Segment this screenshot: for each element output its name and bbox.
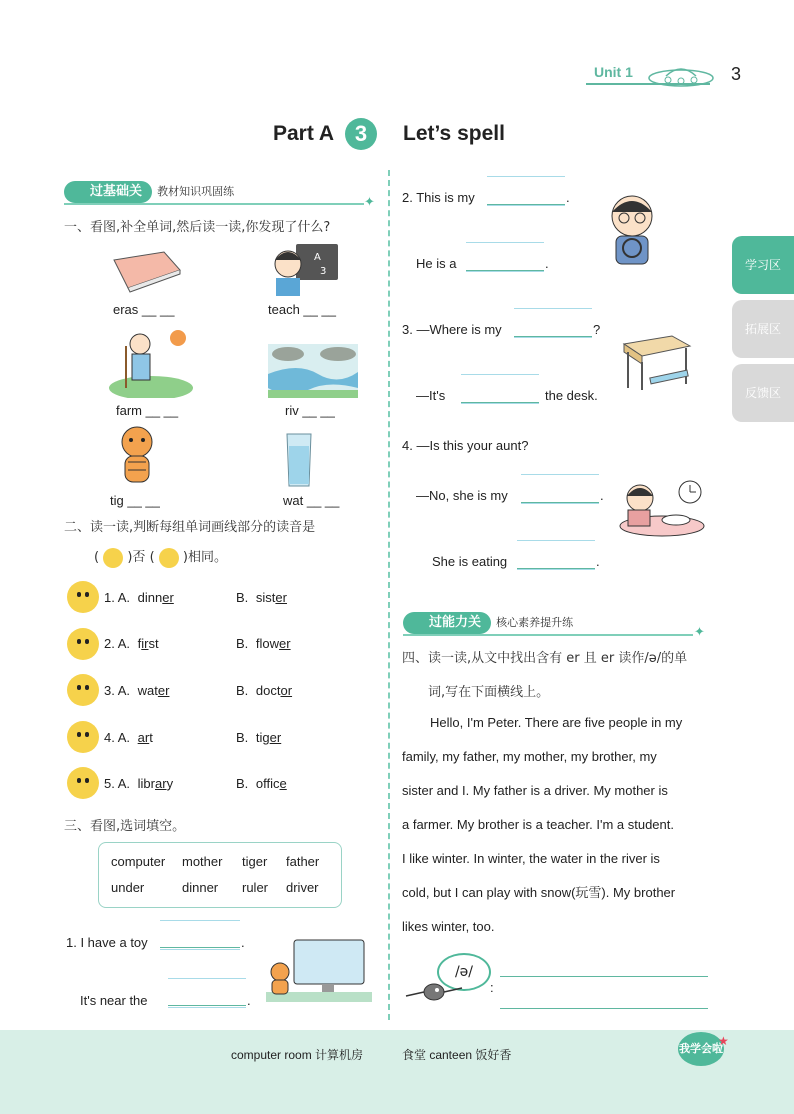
answer-blank[interactable] xyxy=(517,540,595,570)
answer-line[interactable] xyxy=(500,976,708,977)
frown-icon xyxy=(159,548,179,568)
q3-sentence-3b-end: the desk. xyxy=(545,388,598,403)
punct: . xyxy=(600,488,604,503)
word-bank-item: tiger xyxy=(242,854,268,869)
word-bank-item: under xyxy=(111,880,145,895)
answer-blank[interactable] xyxy=(514,308,592,338)
q3-sentence-1b: It's near the xyxy=(80,993,148,1008)
answer-underline xyxy=(514,336,592,337)
part-title: Part A xyxy=(273,122,335,145)
punct: . xyxy=(545,256,549,271)
learned-badge[interactable]: 我学会啦 xyxy=(678,1032,724,1066)
word-bank-item: driver xyxy=(286,880,319,895)
answer-face-icon[interactable] xyxy=(67,674,99,706)
q3-heading: 三、看图,选词填空。 xyxy=(64,819,186,834)
q1-word-2: teach __ __ xyxy=(268,302,336,317)
answer-blank[interactable] xyxy=(521,474,599,504)
answer-underline xyxy=(168,1005,246,1006)
footer-left-text: computer room 计算机房 xyxy=(231,1048,364,1062)
column-divider xyxy=(388,170,390,1020)
q2-row-4: 4. A. art xyxy=(104,730,153,745)
smile-icon xyxy=(103,548,123,568)
word-bank-item: computer xyxy=(111,854,166,869)
ufo-icon xyxy=(646,62,716,88)
svg-text:3: 3 xyxy=(320,266,327,277)
word-bank-item: ruler xyxy=(242,880,269,895)
eraser-icon xyxy=(108,246,184,294)
q2-row-3: 3. A. water xyxy=(104,683,170,698)
q2-row-2-b: B. flower xyxy=(236,636,291,651)
q1-word-6: wat __ __ xyxy=(283,493,340,508)
star-icon: ✦ xyxy=(364,195,375,210)
phoneme-bubble: /ə/ xyxy=(437,953,491,991)
q2-row-5-b: B. office xyxy=(236,776,287,791)
passage-line: sister and I. My father is a driver. My mother is xyxy=(402,783,668,798)
computer-tiger-icon xyxy=(264,936,374,1004)
svg-text:A: A xyxy=(314,252,321,263)
q2-heading: 二、读一读,判断每组单词画线部分的读音是 xyxy=(64,520,316,535)
passage-line: Hello, I'm Peter. There are five people in my xyxy=(430,715,683,730)
ability-banner xyxy=(403,611,573,634)
word-bank-item: dinner xyxy=(182,880,219,895)
desk-ruler-icon xyxy=(620,330,694,392)
q3-sentence-2: 2. This is my xyxy=(402,190,475,205)
q1-word-1: eras __ __ xyxy=(113,302,175,317)
water-glass-icon xyxy=(284,432,314,488)
star-icon: ✦ xyxy=(694,625,705,640)
tab-feedback[interactable]: 反馈区 xyxy=(732,364,794,422)
q2-row-1: 1. A. dinner xyxy=(104,590,174,605)
answer-underline xyxy=(521,502,599,503)
star-icon: ★ xyxy=(718,1034,729,1048)
passage-line: likes winter, too. xyxy=(402,919,495,934)
answer-underline xyxy=(461,402,539,403)
q3-sentence-1: 1. I have a toy xyxy=(66,935,148,950)
punct: . xyxy=(247,993,251,1008)
unit-label: Unit 1 xyxy=(594,64,633,80)
q4-heading: 四、读一读,从文中找出含有 er 且 er 读作/ə/的单 xyxy=(402,651,688,666)
q4-heading-line2: 词,写在下面横线上。 xyxy=(428,685,550,700)
lesson-number-badge: 3 xyxy=(345,118,377,150)
basic-banner xyxy=(64,180,234,203)
basic-banner-label: 过基础关 xyxy=(64,181,152,203)
section-title: Let’s spell xyxy=(403,122,505,145)
q3-sentence-4b: —No, she is my xyxy=(416,488,508,503)
q2-row-2: 2. A. first xyxy=(104,636,159,651)
q2-row-5: 5. A. library xyxy=(104,776,174,791)
passage-line: cold, but I can play with snow(玩雪). My brother xyxy=(402,885,676,900)
q1-word-5: tig __ __ xyxy=(110,493,160,508)
q3-sentence-4c: She is eating xyxy=(432,554,508,569)
answer-underline xyxy=(517,568,595,569)
driver-boy-icon xyxy=(604,190,664,268)
answer-line[interactable] xyxy=(500,1008,708,1009)
bird-icon xyxy=(404,980,464,1004)
answer-face-icon[interactable] xyxy=(67,721,99,753)
page-number: 3 xyxy=(731,64,742,84)
punct: . xyxy=(241,935,245,950)
tab-study[interactable]: 学习区 xyxy=(732,236,794,294)
q3-sentence-2b: He is a xyxy=(416,256,457,271)
banner-rule xyxy=(64,203,364,205)
answer-underline xyxy=(160,947,240,948)
tab-extend[interactable]: 拓展区 xyxy=(732,300,794,358)
basic-banner-sub: 教材知识巩固练 xyxy=(157,185,235,198)
ability-banner-sub: 核心素养提升练 xyxy=(496,616,574,629)
passage-line: I like winter. In winter, the water in the river is xyxy=(402,851,660,866)
q4-colon: : xyxy=(490,980,494,995)
passage-line: a farmer. My brother is a teacher. I'm a student. xyxy=(402,817,674,832)
q3-sentence-3: 3. —Where is my xyxy=(402,322,502,337)
answer-face-icon[interactable] xyxy=(67,581,99,613)
answer-face-icon[interactable] xyxy=(67,767,99,799)
teacher-icon xyxy=(270,242,340,298)
farmer-icon xyxy=(108,326,194,398)
answer-blank[interactable] xyxy=(487,176,565,206)
q3-sentence-4: 4. —Is this your aunt? xyxy=(402,438,529,453)
answer-face-icon[interactable] xyxy=(67,628,99,660)
answer-underline xyxy=(466,270,544,271)
q2-row-4-b: B. tiger xyxy=(236,730,282,745)
footer-right-text: 食堂 canteen 饭好香 xyxy=(402,1048,512,1062)
tiger-icon xyxy=(112,424,162,488)
q3-sentence-3b: —It's xyxy=(416,388,446,403)
q1-word-3: farm __ __ xyxy=(116,403,179,418)
answer-blank[interactable] xyxy=(461,374,539,404)
answer-underline xyxy=(487,204,565,205)
q1-word-4: riv __ __ xyxy=(285,403,335,418)
word-bank-item: mother xyxy=(182,854,223,869)
q2-row-3-b: B. doctor xyxy=(236,683,293,698)
answer-blank[interactable] xyxy=(160,920,240,950)
girl-eating-icon xyxy=(616,478,708,540)
punct: ? xyxy=(593,322,601,337)
q2-row-1-b: B. sister xyxy=(236,590,287,605)
answer-blank[interactable] xyxy=(466,242,544,272)
word-bank xyxy=(98,842,342,908)
answer-blank[interactable] xyxy=(168,978,246,1008)
river-icon xyxy=(268,344,358,398)
word-bank-item: father xyxy=(286,854,320,869)
ability-banner-label: 过能力关 xyxy=(403,612,491,634)
punct: . xyxy=(566,190,570,205)
punct: . xyxy=(596,554,600,569)
footer-band xyxy=(0,1030,794,1114)
passage-line: family, my father, my mother, my brother, my xyxy=(402,749,657,764)
banner-rule xyxy=(403,634,693,636)
q1-heading: 一、看图,补全单词,然后读一读,你发现了什么? xyxy=(64,220,331,235)
q2-heading-line2: ( )否 ( )相同。 xyxy=(94,546,227,568)
